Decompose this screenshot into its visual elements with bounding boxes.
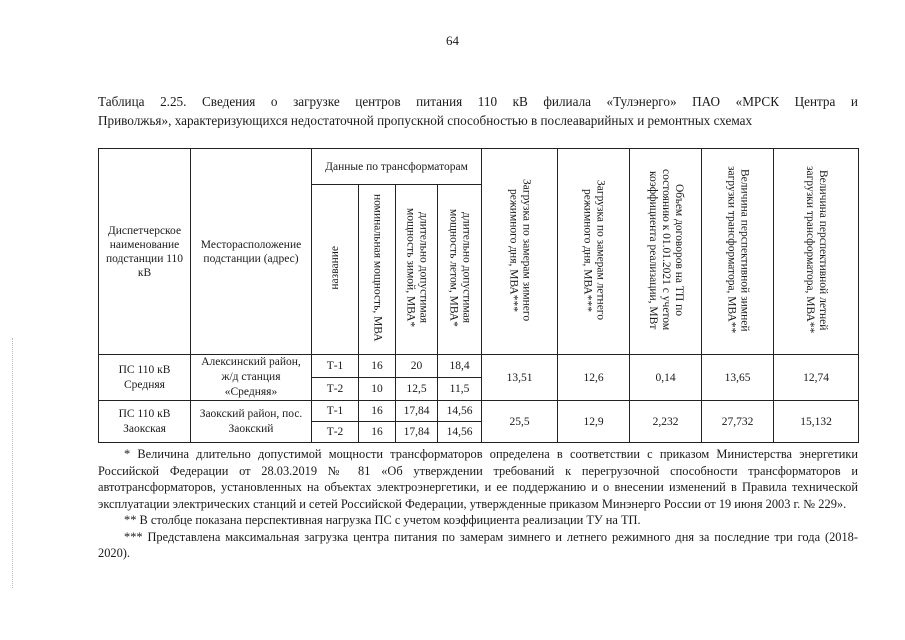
header-nominal-power-text: номинальная мощность, МВА [371,194,384,342]
cell-prospective-winter: 13,65 [702,355,774,401]
footnote-3: *** Представлена максимальная загрузка центра питания по замерам зимнего и летнего режимного дня за последние три года (2018-2020). [98,529,858,560]
substation-load-table [98,148,859,443]
cell-nominal: 16 [359,355,396,378]
header-winter-capacity-text: длительно допустимая мощность зимой, МВА* [404,208,430,328]
header-contracts-text: Объем договоров на ТП по состоянию к 01.01.2021 с учетом коэффициента реализации, МВт [647,169,685,331]
header-prospective-winter [702,149,774,355]
footnote-2: ** В столбце показана перспективная нагрузка ПС с учетом коэффициента реализации ТУ на ТП. [124,513,641,527]
caption-line-1: Таблица 2.25. Сведения о загрузке центров питания 110 кВ филиала «Тулэнерго» ПАО «МРСК Центра и [98,94,858,109]
cell-summer-capacity: 14,56 [438,401,482,422]
footnote-1: * Величина длительно допустимой мощности трансформаторов определена в соответствии с приказом Министерства энергетики Российской Федерации от 28.03.2019 № 81 «Об утверждении требований к перегрузочной способности трансформаторов и автотрансформаторов, установленных на объектах электроэнергетики, и ее поддержанию и о внесении изменений в Правила технической эксплуатации электрических станций и сетей Российской Федерации, утвержденные приказом Минэнерго России от 19 июня 2003 г. № 229». [98,447,858,511]
header-winter-capacity [396,185,438,355]
caption-line-2: Приволжья», характеризующихся недостаточной пропускной способностью в послеаварийных и ремонтных схемах [98,113,753,128]
header-prospective-winter-text: Величина перспективной зимней загрузки трансформатора, МВА** [725,166,751,334]
scan-margin-marks [12,338,15,588]
table-row [99,355,859,378]
header-summer-capacity-text: длительно допустимая мощность летом, МВА* [447,209,473,327]
header-name [312,185,359,355]
cell-nominal: 10 [359,378,396,401]
cell-transformer-name: Т-2 [312,422,359,443]
cell-winter-capacity: 20 [396,355,438,378]
table-caption [98,92,858,130]
header-location: Месторасположение подстанции (адрес) [191,149,312,355]
header-summer-load-text: Загрузка по замерам летнего режимного дня, МВА*** [581,180,607,320]
cell-nominal: 16 [359,422,396,443]
cell-winter-load: 13,51 [482,355,558,401]
header-dispatch-name: Диспетчерское наименование подстанции 110 кВ [99,149,191,355]
cell-location: Заокский район, пос. Заокский [191,401,312,443]
page-number: 64 [446,33,459,48]
header-transformer-group: Данные по трансформаторам [312,149,482,185]
cell-location: Алексинский район, ж/д станция «Средняя» [191,355,312,401]
cell-substation: ПС 110 кВ Заокская [99,401,191,443]
header-prospective-summer-text: Величина перспективной летней загрузки трансформатора, МВА** [804,166,829,334]
cell-contracts: 0,14 [630,355,702,401]
cell-prospective-winter: 27,732 [702,401,774,443]
header-winter-load [482,149,558,355]
cell-summer-load: 12,9 [558,401,630,443]
header-contracts [630,149,702,355]
cell-substation: ПС 110 кВ Средняя [99,355,191,401]
header-prospective-summer [774,149,859,355]
header-nominal-power [359,185,396,355]
cell-prospective-summer: 15,132 [774,401,859,443]
cell-summer-capacity: 11,5 [438,378,482,401]
cell-summer-capacity: 14,56 [438,422,482,443]
cell-winter-capacity: 12,5 [396,378,438,401]
cell-transformer-name: Т-1 [312,401,359,422]
footnotes [98,446,858,562]
cell-winter-load: 25,5 [482,401,558,443]
cell-winter-capacity: 17,84 [396,422,438,443]
header-summer-load [558,149,630,355]
cell-transformer-name: Т-1 [312,355,359,378]
header-name-text: название [328,246,341,290]
cell-summer-load: 12,6 [558,355,630,401]
cell-winter-capacity: 17,84 [396,401,438,422]
cell-prospective-summer: 12,74 [774,355,859,401]
cell-transformer-name: Т-2 [312,378,359,401]
header-winter-load-text: Загрузка по замерам зимнего режимного дня, МВА*** [507,178,533,322]
table-row [99,401,859,422]
cell-nominal: 16 [359,401,396,422]
cell-contracts: 2,232 [630,401,702,443]
cell-summer-capacity: 18,4 [438,355,482,378]
header-summer-capacity [438,185,482,355]
